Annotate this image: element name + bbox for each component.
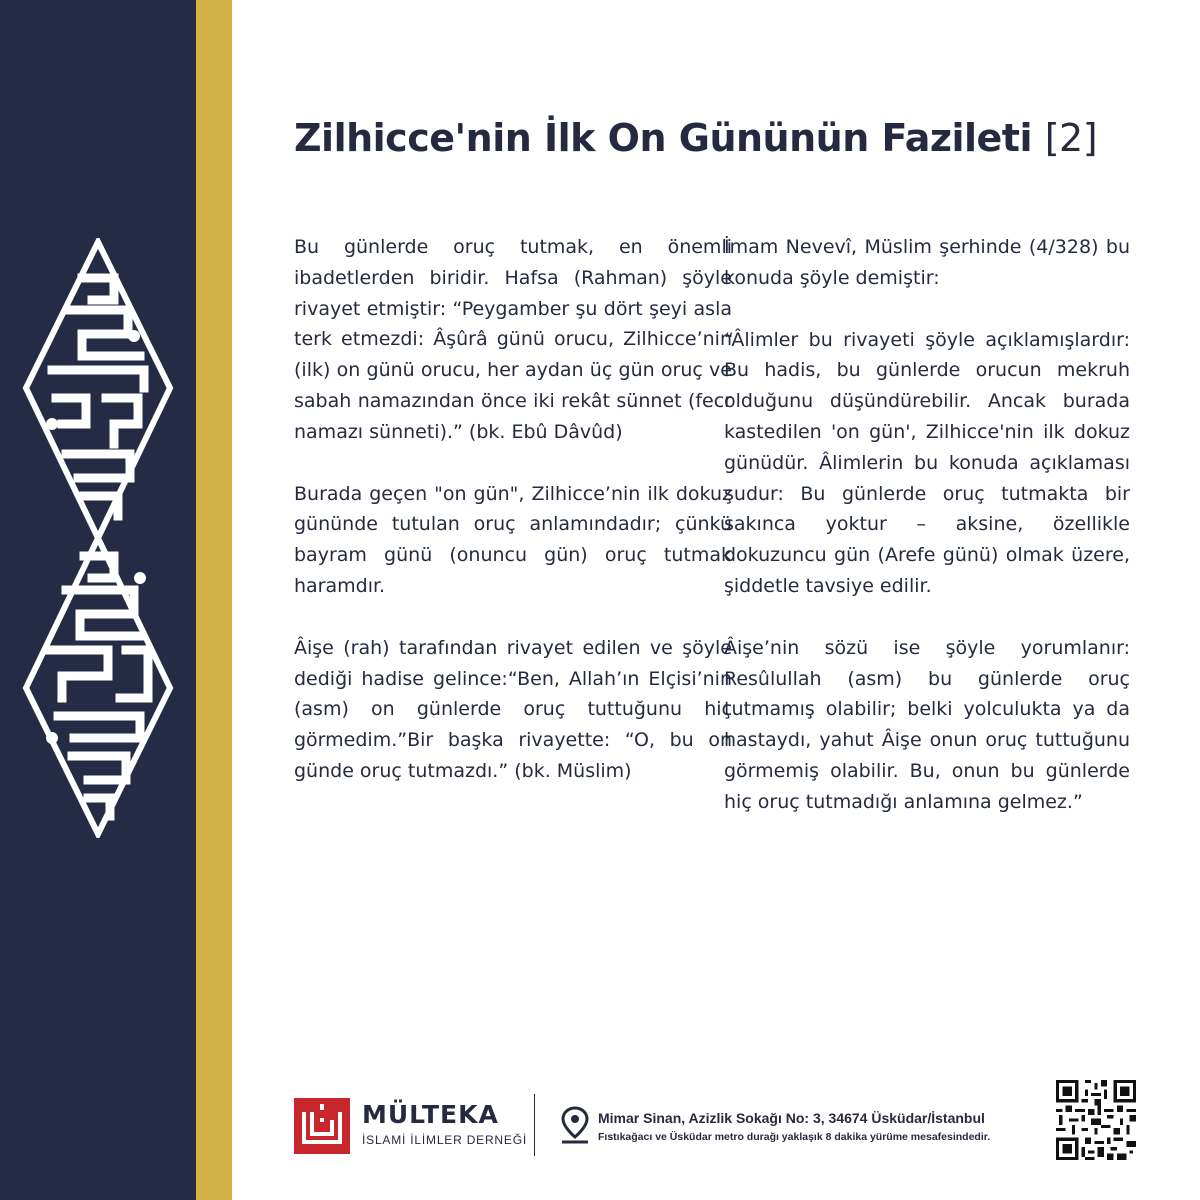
multeka-logo-icon (294, 1098, 350, 1154)
brand-name: MÜLTEKA (362, 1100, 499, 1129)
paragraph: “Âlimler bu rivayeti şöyle açıklamışlardır: Bu hadis, bu günlerde orucun mekruh olduğunu düşündürebilir. Ancak burada kastedilen 'on gün', Zilhicce'nin ilk dokuz günüdür. Âlimlerin bu konuda açıklaması şudur: Bu günlerde oruç tutmakta bir sakınca yoktur – aksine, özellikle dokuzuncu gün (Arefe günü) olmak üzere, şiddetle tavsiye edilir. (724, 328, 1130, 597)
title-number: [2] (1044, 116, 1098, 160)
footer (294, 1080, 1154, 1170)
paragraph: Burada geçen "on gün", Zilhicce’nin ilk dokuz gününde tutulan oruç anlamındadır; çünkü bayram günü (onuncu gün) oruç tutmak haramdır. (294, 482, 732, 597)
location-pin-icon (560, 1106, 590, 1144)
address-note: Fıstıkağacı ve Üsküdar metro durağı yaklaşık 8 dakika yürüme mesafesindedir. (598, 1131, 991, 1143)
paragraph: İmam Nevevî, Müslim şerhinde (4/328) bu konuda şöyle demiştir: (724, 236, 1130, 289)
left-column (294, 232, 732, 818)
paragraph: Bu günlerde oruç tutmak, en önemli ibadetlerden biridir. Hafsa (Rahman) şöyle rivayet etmiştir: “Peygamber şu dört şeyi asla terk etmezdi: Âşûrâ günü orucu, Zilhicce’nin (ilk) on günü orucu, her aydan üç gün oruç ve sabah namazından önce iki rekât sünnet (fecr namazı sünneti).” (bk. Ebû Dâvûd) (294, 236, 732, 443)
paragraph: Âişe’nin sözü ise şöyle yorumlanır: Resûlullah (asm) bu günlerde oruç tutmamış olabilir; belki yolculukta ya da hastaydı, yahut Âişe onun oruç tuttuğunu görmemiş olabilir. Bu, onun bu günlerde hiç oruç tutmadığı anlamına gelmez.” (724, 636, 1130, 813)
right-column (724, 232, 1130, 849)
title-text: Zilhicce'nin İlk On Gününün Fazileti (294, 116, 1032, 160)
address: Mimar Sinan, Azizlik Sokağı No: 3, 34674 Üsküdar/İstanbul (598, 1110, 985, 1126)
page-title (294, 116, 1154, 160)
qr-code-icon[interactable] (1056, 1080, 1136, 1160)
side-panel (0, 0, 196, 1200)
paragraph: Âişe (rah) tarafından rivayet edilen ve şöyle dediği hadise gelince:“Ben, Allah’ın Elçisi’nin (asm) on günlerde oruç tuttuğunu hiç görmedim.”Bir başka rivayette: “O, bu on günde oruç tutmazdı.” (bk. Müslim) (294, 636, 732, 782)
brand-subtitle: İSLAMİ İLİMLER DERNEĞİ (362, 1133, 527, 1147)
footer-divider (534, 1094, 535, 1156)
kufic-calligraphy-ornament (22, 238, 174, 838)
gold-stripe (196, 0, 232, 1200)
